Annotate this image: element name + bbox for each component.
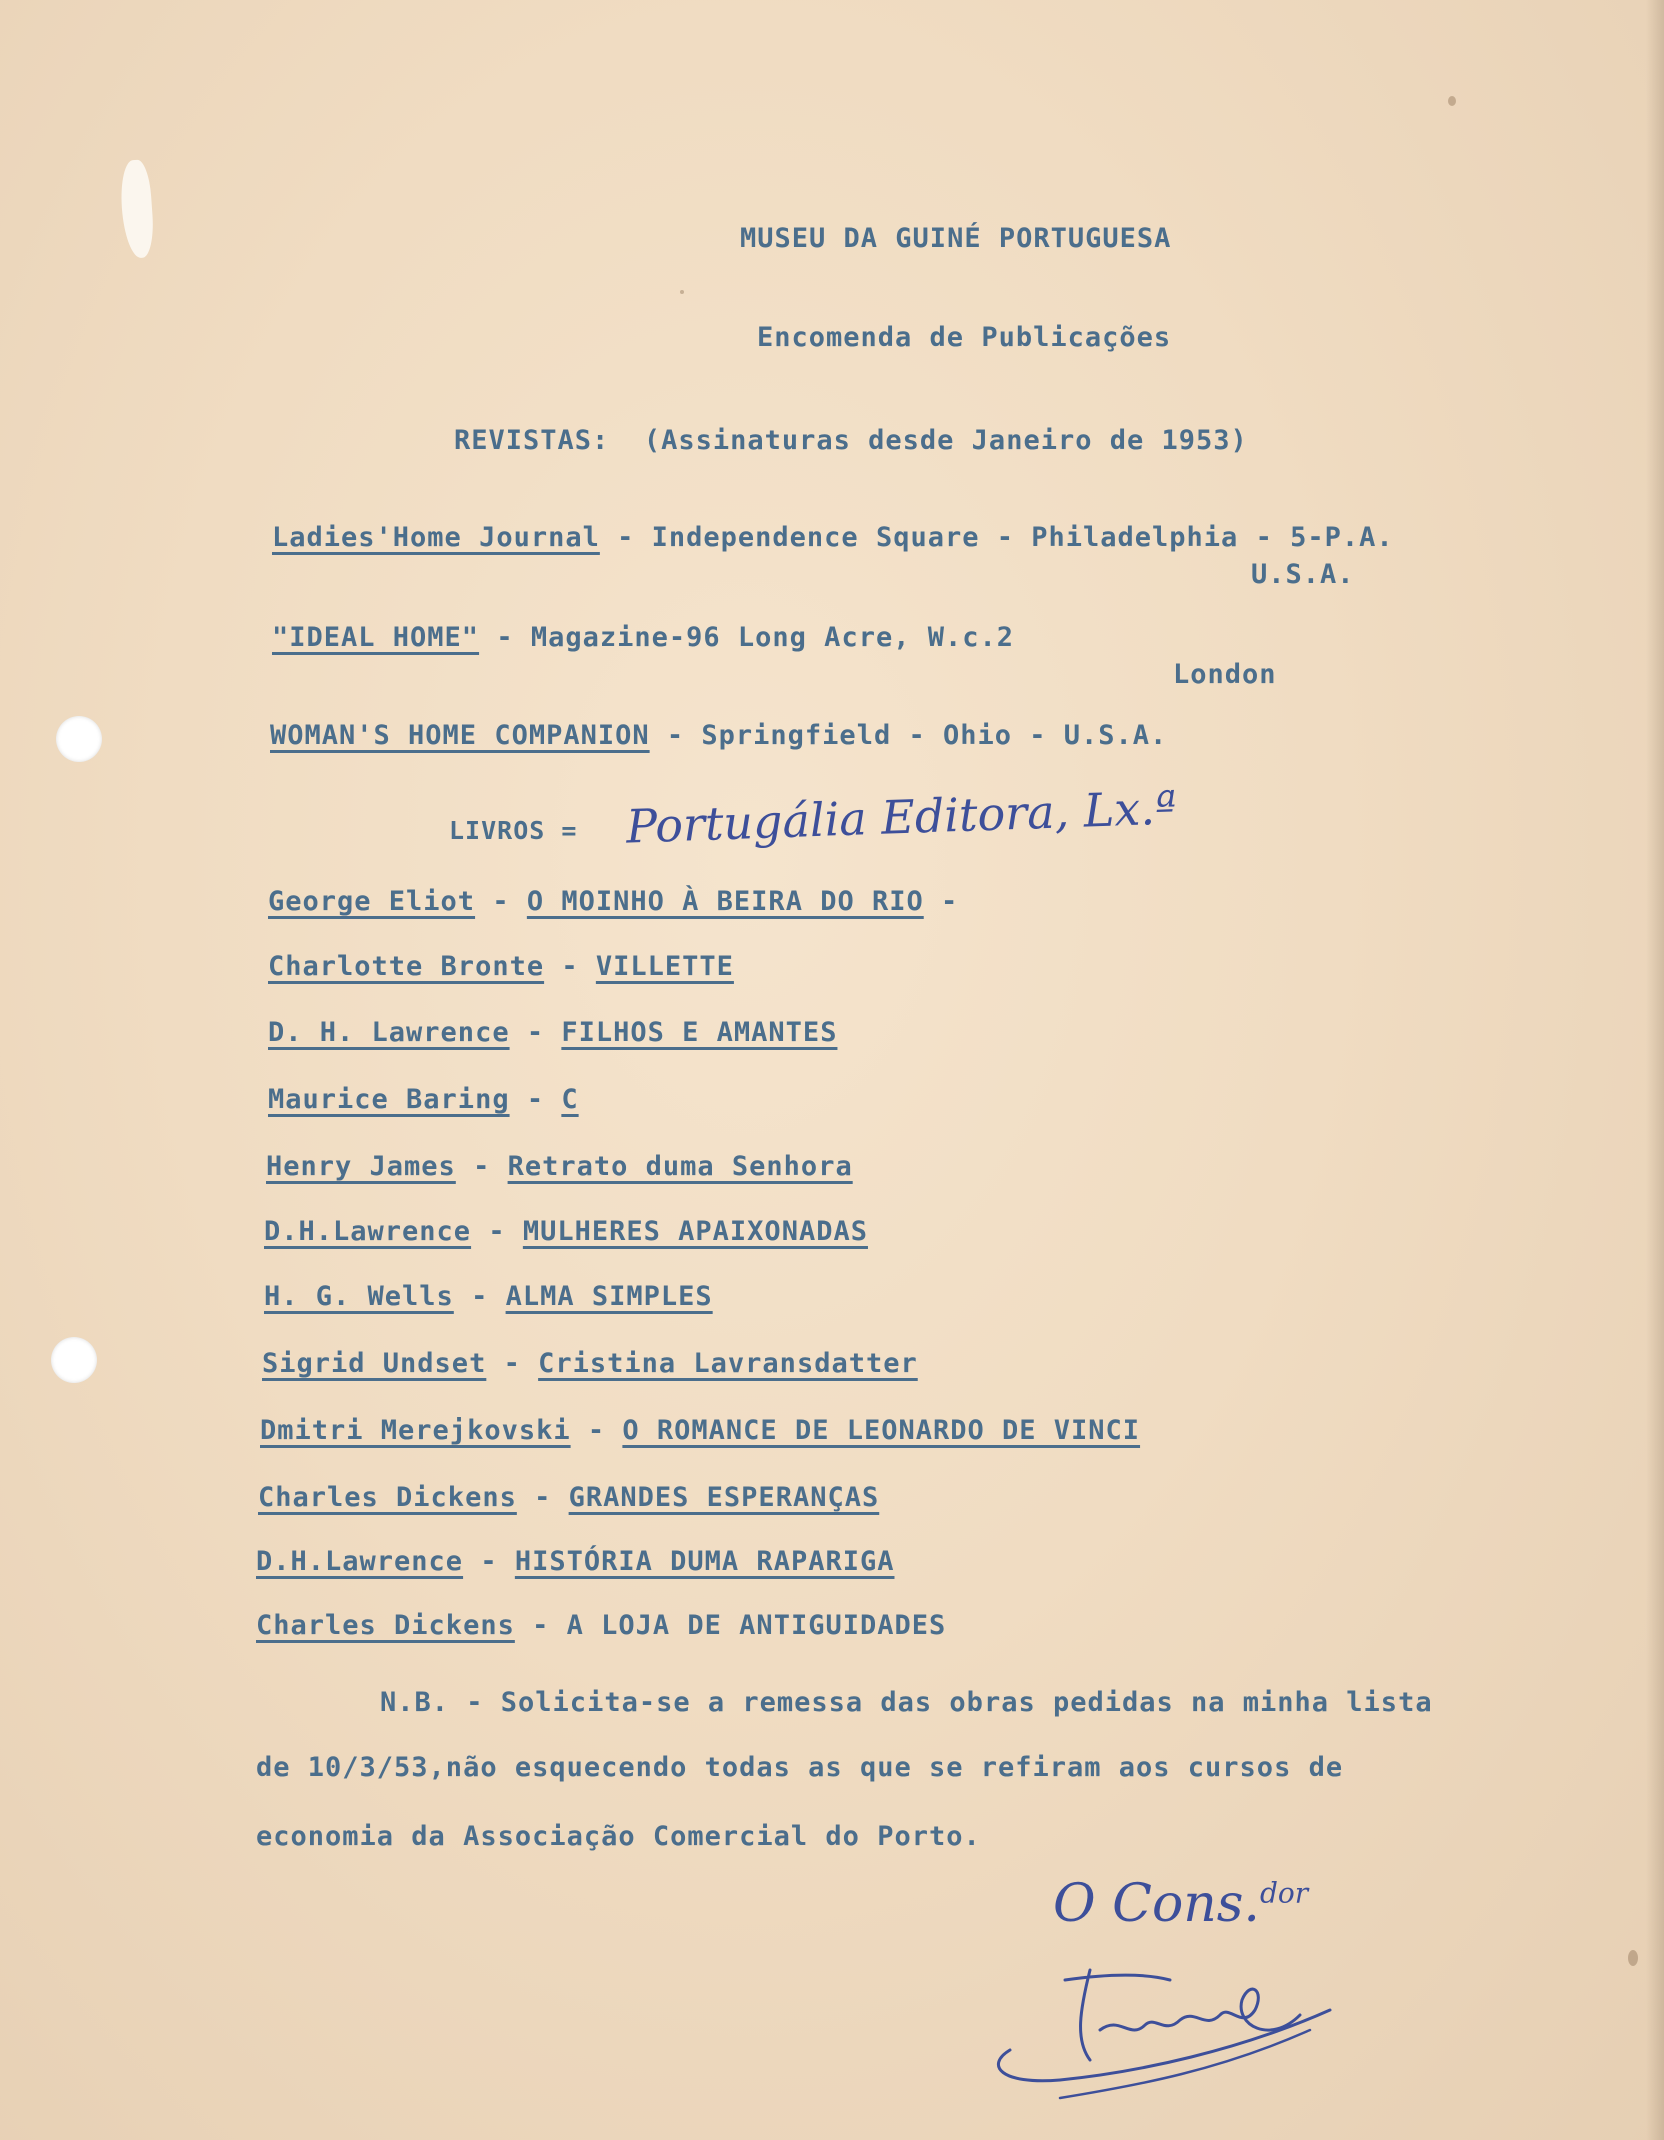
book-author: H. G. Wells bbox=[264, 1281, 454, 1312]
book-separator: - bbox=[509, 1084, 562, 1115]
book-author: Sigrid Undset bbox=[262, 1348, 487, 1379]
book-row bbox=[268, 885, 958, 919]
book-row bbox=[258, 1481, 879, 1515]
magazine-row bbox=[270, 719, 1167, 753]
book-author: D.H.Lawrence bbox=[256, 1546, 464, 1577]
magazine-title: WOMAN'S HOME COMPANION bbox=[270, 720, 650, 751]
book-title: FILHOS E AMANTES bbox=[561, 1017, 838, 1048]
book-title: HISTÓRIA DUMA RAPARIGA bbox=[514, 1546, 895, 1577]
book-separator: - bbox=[471, 1216, 523, 1247]
revistas-note: (Assinaturas desde Janeiro de 1953) bbox=[643, 425, 1248, 456]
book-author: Charles Dickens bbox=[258, 1482, 517, 1513]
livros-heading: LIVROS = bbox=[449, 816, 578, 845]
paper-speck bbox=[1448, 96, 1456, 106]
book-author: George Eliot bbox=[268, 886, 476, 917]
magazine-address: - Magazine-96 Long Acre, W.c.2 bbox=[479, 622, 1014, 653]
book-separator: - bbox=[453, 1281, 506, 1312]
book-title: ALMA SIMPLES bbox=[505, 1281, 713, 1312]
book-row bbox=[256, 1545, 894, 1579]
book-row bbox=[268, 1016, 837, 1050]
institution-title: MUSEU DA GUINÉ PORTUGUESA bbox=[740, 223, 1172, 254]
magazine-address: - Independence Square - Philadelphia - 5-P.A. bbox=[599, 522, 1394, 553]
book-author: Dmitri Merejkovski bbox=[260, 1415, 571, 1446]
book-title: O MOINHO À BEIRA DO RIO bbox=[526, 886, 924, 917]
publisher-handwritten-note: Portugália Editora, Lx.ª bbox=[625, 780, 1178, 854]
paper-speck bbox=[1628, 1950, 1638, 1966]
book-title: Cristina Lavransdatter bbox=[538, 1348, 918, 1379]
book-row bbox=[264, 1280, 713, 1314]
book-author: Charles Dickens bbox=[256, 1610, 515, 1641]
book-title: MULHERES APAIXONADAS bbox=[522, 1216, 868, 1247]
book-row bbox=[262, 1347, 918, 1381]
magazine-row bbox=[272, 621, 1014, 655]
book-title: C bbox=[561, 1084, 579, 1115]
magazine-address-line2: U.S.A. bbox=[1251, 559, 1355, 590]
book-row bbox=[268, 950, 734, 984]
nb-line-1: N.B. - Solicita-se a remessa das obras pedidas na minha lista bbox=[380, 1687, 1433, 1718]
magazine-title: Ladies'Home Journal bbox=[272, 522, 600, 553]
book-trailing-dash: - bbox=[923, 886, 959, 917]
signature bbox=[980, 1920, 1360, 2120]
document-subtitle: Encomenda de Publicações bbox=[757, 322, 1172, 353]
book-row bbox=[268, 1083, 579, 1117]
paper-tear bbox=[119, 159, 156, 259]
book-separator: - bbox=[455, 1151, 508, 1182]
book-row bbox=[260, 1414, 1140, 1448]
book-title: VILLETTE bbox=[595, 951, 734, 982]
magazine-address-line2: London bbox=[1173, 659, 1277, 690]
salutation-superscript: dor bbox=[1259, 1876, 1309, 1910]
book-separator: - bbox=[463, 1546, 515, 1577]
book-author: Henry James bbox=[266, 1151, 456, 1182]
paper-speck bbox=[680, 290, 684, 294]
page-edge-shadow bbox=[1646, 0, 1664, 2140]
book-title: A LOJA DE ANTIGUIDADES bbox=[566, 1610, 947, 1641]
book-separator: - bbox=[514, 1610, 567, 1641]
book-author: D.H.Lawrence bbox=[264, 1216, 472, 1247]
salutation-text: O Cons. bbox=[1053, 1874, 1260, 1934]
punch-hole-top bbox=[56, 716, 102, 762]
book-row bbox=[256, 1609, 946, 1643]
book-author: Maurice Baring bbox=[268, 1084, 510, 1115]
revistas-label: REVISTAS: bbox=[454, 425, 610, 456]
book-separator: - bbox=[516, 1482, 569, 1513]
book-separator: - bbox=[509, 1017, 562, 1048]
book-row bbox=[264, 1215, 868, 1249]
book-separator: - bbox=[544, 951, 596, 982]
book-separator: - bbox=[486, 1348, 539, 1379]
magazine-title: "IDEAL HOME" bbox=[272, 622, 480, 653]
book-separator: - bbox=[570, 1415, 623, 1446]
revistas-heading bbox=[454, 424, 1248, 458]
magazine-address: - Springfield - Ohio - U.S.A. bbox=[649, 720, 1168, 751]
book-row bbox=[266, 1150, 853, 1184]
nb-line-3: economia da Associação Comercial do Porto. bbox=[256, 1821, 981, 1852]
book-title: Retrato duma Senhora bbox=[507, 1151, 853, 1182]
book-author: D. H. Lawrence bbox=[268, 1017, 510, 1048]
book-title: GRANDES ESPERANÇAS bbox=[568, 1482, 880, 1513]
punch-hole-bottom bbox=[51, 1337, 97, 1383]
book-author: Charlotte Bronte bbox=[268, 951, 545, 982]
book-separator: - bbox=[475, 886, 527, 917]
magazine-row bbox=[272, 521, 1394, 555]
nb-line-2: de 10/3/53,não esquecendo todas as que se refiram aos cursos de bbox=[256, 1752, 1344, 1783]
book-title: O ROMANCE DE LEONARDO DE VINCI bbox=[622, 1415, 1141, 1446]
